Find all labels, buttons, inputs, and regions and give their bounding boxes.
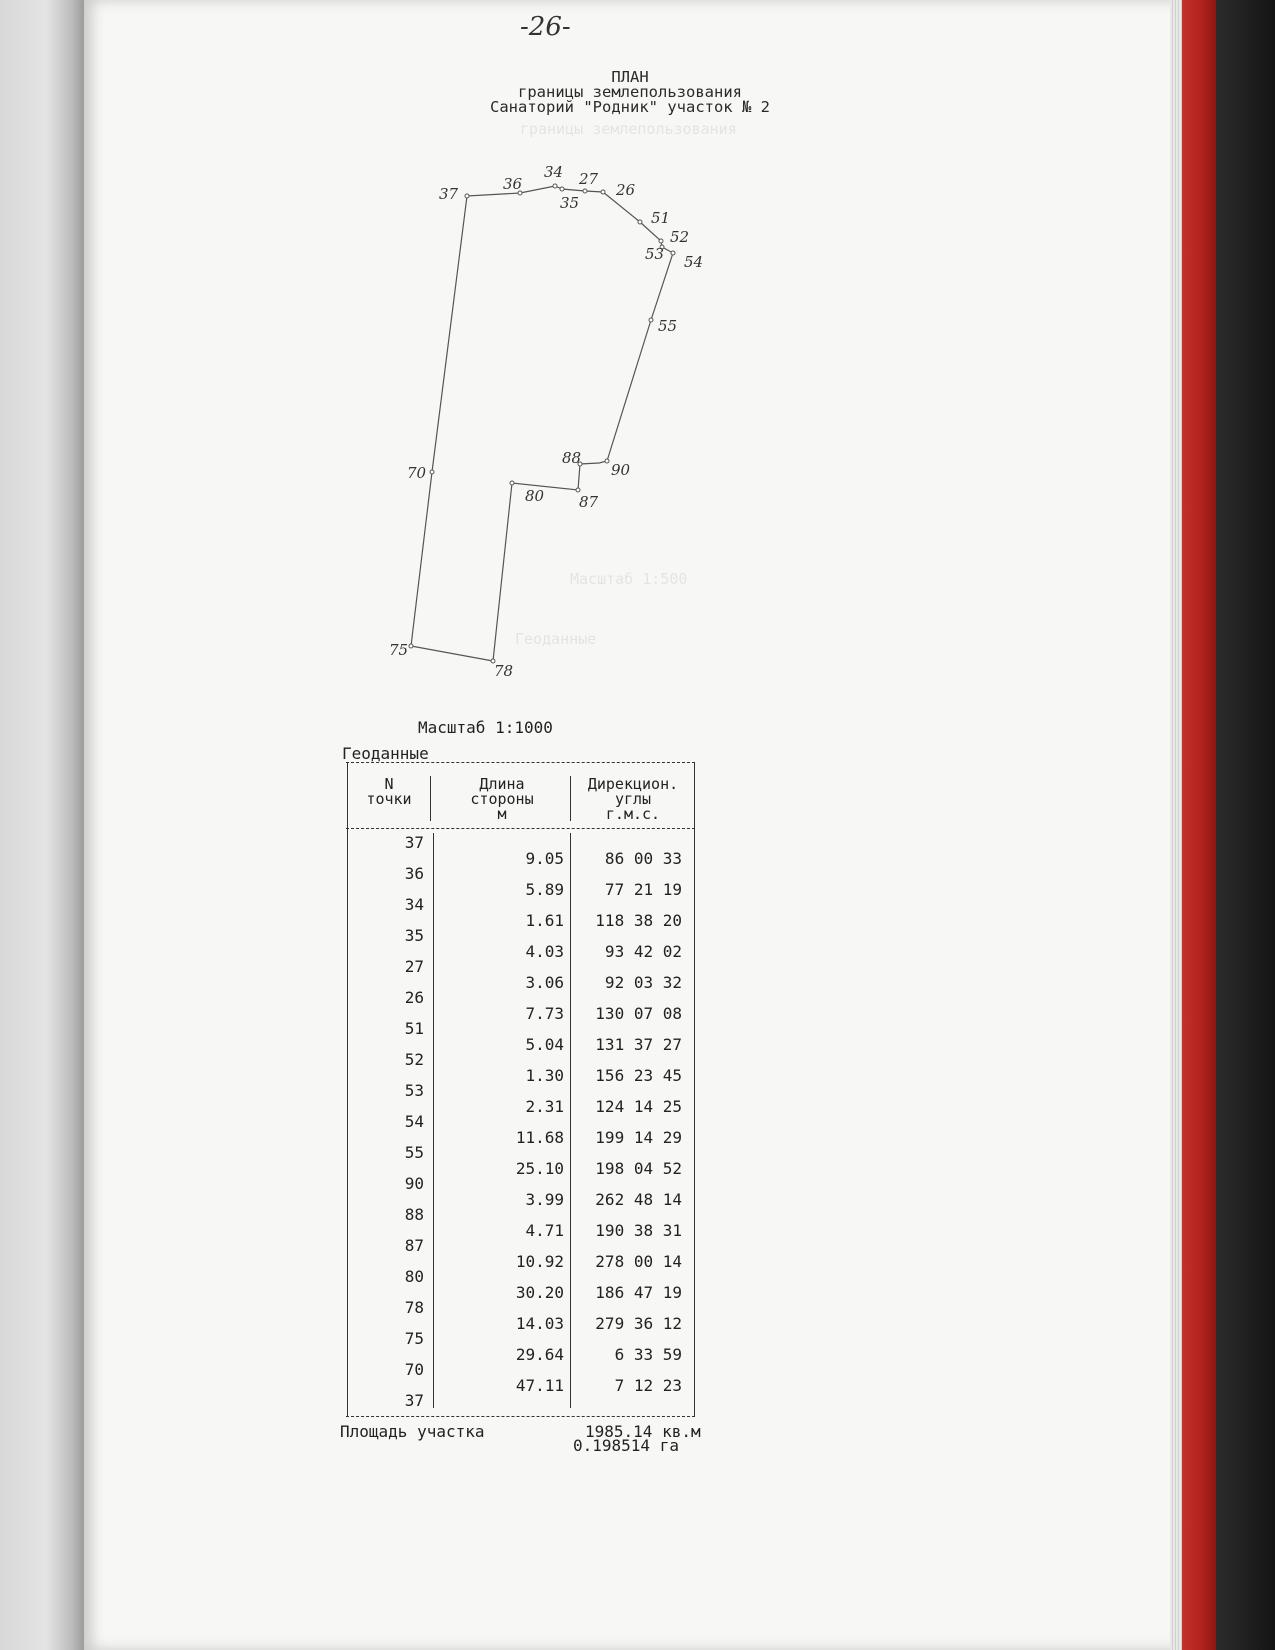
segment-length: 5.89 — [525, 880, 564, 899]
point-label: 55 — [658, 317, 678, 335]
direction-angle: 77 21 19 — [595, 880, 682, 899]
point-number: 78 — [404, 1298, 424, 1317]
plan-scale: Масштаб 1:1000 — [418, 718, 553, 737]
point-label: 51 — [651, 209, 671, 227]
table-bottom-border — [346, 1416, 695, 1417]
segment-length: 4.71 — [525, 1221, 564, 1240]
header-text: N — [384, 775, 394, 793]
point-number: 27 — [404, 957, 424, 976]
geodata-title: Геоданные — [342, 744, 429, 763]
segment-length: 25.10 — [515, 1159, 564, 1178]
direction-angle: 198 04 52 — [595, 1159, 682, 1178]
point-number: 35 — [404, 926, 424, 945]
segment-length: 1.61 — [525, 911, 564, 930]
point-number: 51 — [404, 1019, 424, 1038]
point-number: 34 — [404, 895, 424, 914]
bleed-through-text: Масштаб 1:500 — [570, 570, 688, 588]
header-text: стороны — [470, 790, 534, 808]
point-number: 26 — [404, 988, 424, 1007]
point-label: 75 — [389, 641, 409, 659]
point-number: 90 — [404, 1174, 424, 1193]
col-header-point — [350, 777, 428, 807]
point-number: 55 — [404, 1143, 424, 1162]
point-number: 52 — [404, 1050, 424, 1069]
point-label: 78 — [494, 662, 514, 680]
point-number: 80 — [404, 1267, 424, 1286]
header-text: Длина — [479, 775, 525, 793]
point-label: 26 — [616, 181, 636, 199]
segment-length: 3.06 — [525, 973, 564, 992]
table-header-separator — [346, 828, 695, 829]
plan-subtitle: границы землепользования — [518, 83, 742, 101]
segment-length: 47.11 — [515, 1376, 564, 1395]
segment-length: 14.03 — [515, 1314, 564, 1333]
point-label: 35 — [560, 194, 580, 212]
point-label: 52 — [670, 228, 690, 246]
plan-title: ПЛАН — [611, 68, 649, 86]
point-number: 70 — [404, 1360, 424, 1379]
point-label: 34 — [544, 163, 564, 181]
header-text: г.м.с. — [605, 805, 661, 823]
point-number: 37 — [404, 833, 424, 852]
segment-length: 3.99 — [525, 1190, 564, 1209]
boundary-polygon — [411, 186, 673, 661]
direction-angle: 118 38 20 — [595, 911, 682, 930]
direction-angle: 156 23 45 — [595, 1066, 682, 1085]
point-label: 80 — [525, 487, 545, 505]
segment-length: 2.31 — [525, 1097, 564, 1116]
column-divider — [570, 833, 571, 1408]
point-number: 54 — [404, 1112, 424, 1131]
bleed-through-text: границы землепользования — [520, 120, 737, 138]
direction-angle: 124 14 25 — [595, 1097, 682, 1116]
bleed-through-text: Геоданные — [515, 630, 597, 648]
header-text: м — [497, 805, 507, 823]
area-hectares: 0.198514 га — [573, 1436, 679, 1455]
direction-angle: 278 00 14 — [595, 1252, 682, 1271]
direction-angle: 279 36 12 — [595, 1314, 682, 1333]
header-text: Дирекцион. — [587, 775, 679, 793]
direction-angle: 92 03 32 — [595, 973, 682, 992]
direction-angle: 190 38 31 — [595, 1221, 682, 1240]
segment-length: 9.05 — [525, 849, 564, 868]
area-label: Площадь участка — [340, 1422, 485, 1441]
point-number: 87 — [404, 1236, 424, 1255]
direction-angle: 86 00 33 — [595, 849, 682, 868]
direction-angle: 130 07 08 — [595, 1004, 682, 1023]
point-label: 87 — [579, 493, 599, 511]
segment-length: 5.04 — [525, 1035, 564, 1054]
segment-length: 1.30 — [525, 1066, 564, 1085]
point-number: 53 — [404, 1081, 424, 1100]
point-label: 54 — [684, 253, 704, 271]
point-label: 70 — [407, 464, 427, 482]
point-label: 90 — [611, 461, 631, 479]
col-header-angle — [572, 777, 694, 822]
point-label: 37 — [439, 185, 459, 203]
segment-length: 30.20 — [515, 1283, 564, 1302]
point-number: 37 — [404, 1391, 424, 1410]
plan-site-name: Санаторий "Родник" участок № 2 — [490, 98, 770, 116]
direction-angle: 199 14 29 — [595, 1128, 682, 1147]
point-label: 36 — [503, 175, 523, 193]
page-number: -26- — [520, 12, 571, 42]
direction-angle: 93 42 02 — [595, 942, 682, 961]
point-label: 53 — [645, 245, 665, 263]
header-text: углы — [614, 790, 652, 808]
point-number: 36 — [404, 864, 424, 883]
point-label: 88 — [562, 449, 582, 467]
direction-angle: 7 12 23 — [595, 1376, 682, 1395]
segment-length: 11.68 — [515, 1128, 564, 1147]
area-sq-m: 1985.14 кв.м — [585, 1422, 701, 1441]
point-label: 27 — [579, 170, 599, 188]
direction-angle: 6 33 59 — [595, 1345, 682, 1364]
segment-length: 10.92 — [515, 1252, 564, 1271]
header-column-divider — [430, 776, 431, 821]
direction-angle: 131 37 27 — [595, 1035, 682, 1054]
segment-length: 4.03 — [525, 942, 564, 961]
segment-length: 7.73 — [525, 1004, 564, 1023]
point-number: 88 — [404, 1205, 424, 1224]
header-text: точки — [366, 790, 412, 808]
direction-angle: 262 48 14 — [595, 1190, 682, 1209]
point-number: 75 — [404, 1329, 424, 1348]
col-header-length — [440, 777, 564, 822]
direction-angle: 186 47 19 — [595, 1283, 682, 1302]
segment-length: 29.64 — [515, 1345, 564, 1364]
column-divider — [433, 833, 434, 1408]
header-column-divider — [570, 776, 571, 821]
